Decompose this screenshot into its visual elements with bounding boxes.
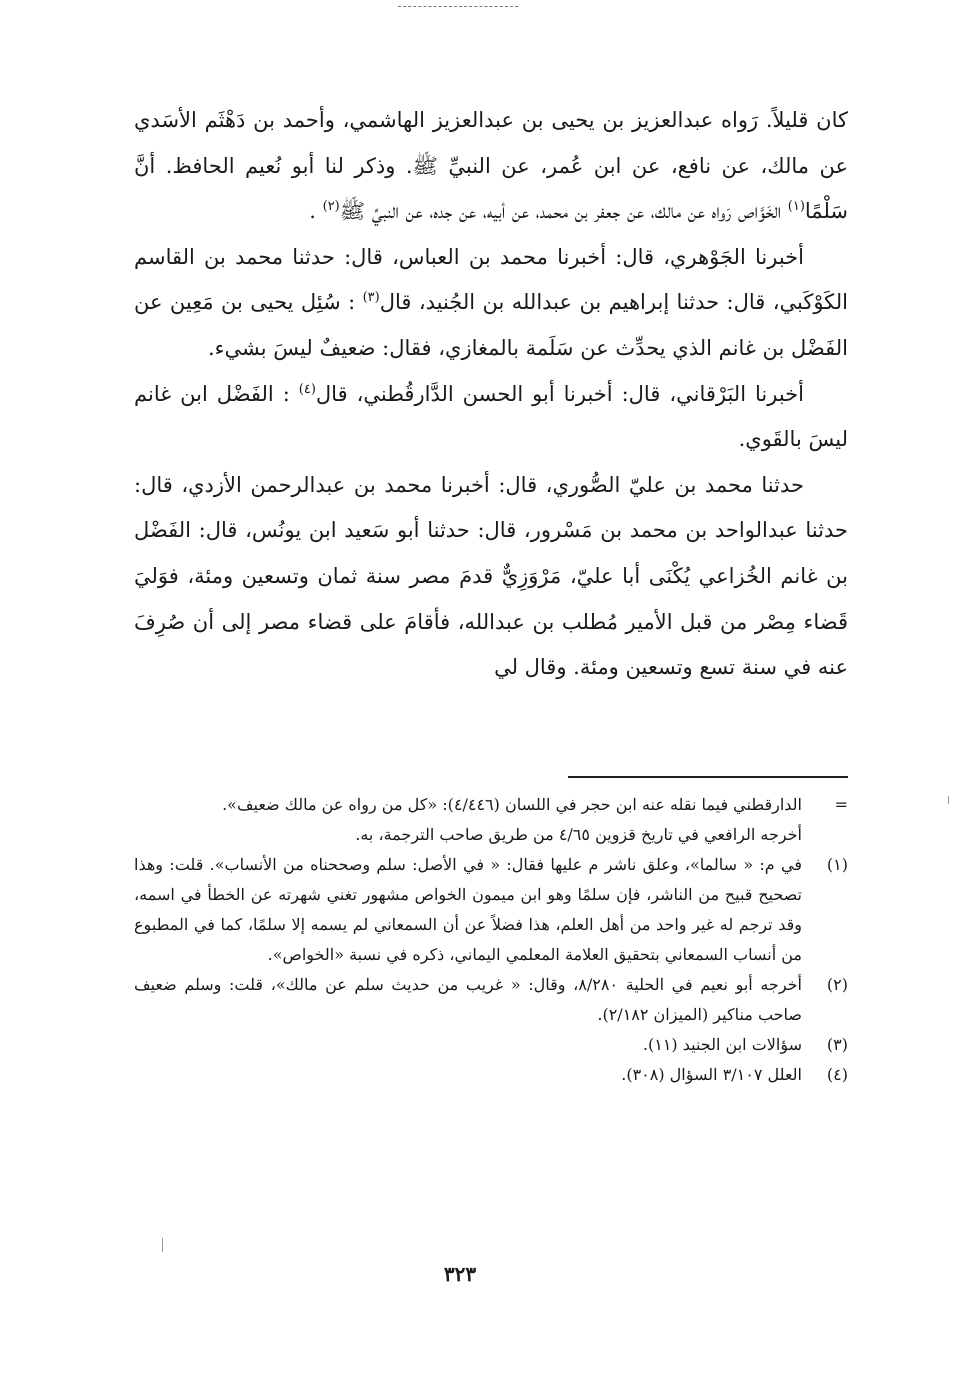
page-number: ٣٢٣ [443,1262,477,1286]
footnote-number: (١) [826,855,848,874]
footnote-text: العلل ٣/١٠٧ السؤال (٣٠٨). [621,1065,802,1084]
top-rule [398,6,518,7]
footnote-number: (٢) [826,975,848,994]
footnote-number: (٤) [826,1065,848,1084]
paragraph-1-end: . [309,199,323,224]
scan-speck [948,796,949,804]
paragraph-3 [134,372,848,463]
paragraph-1-text-after: الخَوَّاص رَواه عن مالك، عن جعفر بن محمد، عن أبيه، عن جده، عن النبيِّ ﷺ [339,199,788,224]
footnote-marker: = [834,795,848,814]
footnote-ref-4: (٤) [298,381,316,397]
footnote-divider [568,776,848,778]
paragraph-1-text: كان قليلاً. رَواه عبدالعزيز بن يحيى بن عبدالعزيز الهاشمي، وأحمد بن دَهْثَم الأسَدي عن مالك، عن نافع، عن ابن عُمر، عن النبيِّ ﷺ. وذكر لنا أبو نُعيم الحافظ. أنَّ سَلْمًا [134,108,848,224]
paragraph-3-text: أخبرنا البَرْقاني، قال: أخبرنا أبو الحسن الدَّارقُطني، قال [315,381,804,406]
footnote-3 [134,1030,848,1060]
footnote-number: (٣) [826,1035,848,1054]
footnote-continued [134,790,848,820]
paragraph-2-text-after: : سُئِل يحيى بن مَعِين عن الفَضْل بن غانم الذي يحدِّث عن سَلَمة بالمغازي، فقال: ضعيفٌ ليسَ بشيء. [134,290,848,360]
footnote-text: سؤالات ابن الجنيد (١١). [642,1035,802,1054]
footnote-ref-3: (٣) [362,290,380,306]
footnote-1 [134,850,848,970]
footnote-ref-1: (١) [787,199,805,215]
paragraph-1 [134,98,848,235]
paragraph-2 [134,235,848,372]
footnote-text: أخرجه أبو نعيم في الحلية ٨/٢٨٠، وقال: « غريب من حديث سلم عن مالك»، قلت: وسلم ضعيف صاحب مناكير (الميزان ٢/١٨٢). [134,975,802,1024]
paragraph-4 [134,463,848,691]
footnotes [134,790,848,1090]
scan-speck [162,1238,163,1252]
footnote-continued-2 [134,820,848,850]
paragraph-4-text: حدثنا محمد بن عليّ الصُّوري، قال: أخبرنا محمد بن عبدالرحمن الأزدي، قال: حدثنا عبدالواحد بن محمد بن مَسْرور، قال: حدثنا أبو سَعيد ابن يونُس، قال: الفَضْل بن غانم الخُزاعي يُكْنَى أبا عليّ، مَرْوَزِيٌّ قدمَ مصر سنة ثمان وتسعين ومئة، فوَليَ قَضاء مِصْر من قبل الأمير مُطلب بن عبدالله، فأقامَ على قضاء مصر إلى أن صُرِفَ عنه في سنة تسع وتسعين ومئة. وقال لي [134,472,848,680]
paragraph-3-text-after: : الفَضْل ابن غانم ليسَ بالقَوي. [134,381,848,452]
footnote-text: أخرجه الرافعي في تاريخ قزوين ٤/٦٥ من طريق صاحب الترجمة، به. [355,825,802,844]
footnote-text: في م: « سالما»، وعلق ناشر م عليها فقال: « في الأصل: سلم وصححناه من الأنساب». قلت: وهذا تصحيح قبيح من الناشر، فإن سلمًا وهو ابن ميمون الخواص مشهور تغني شهرته عن الخطأ في اسمه، وقد ترجم له غير واحد من أهل العلم، هذا فضلاً عن أن السمعاني لم يسمه إلا سلمًا، كما في المطبوع من أنساب السمعاني بتحقيق العلامة المعلمي اليماني، ذكره في نسبة «الخواص». [134,855,802,964]
footnote-2 [134,970,848,1030]
main-text [134,98,848,691]
footnote-4 [134,1060,848,1090]
paragraph-2-text: أخبرنا الجَوْهري، قال: أخبرنا محمد بن العباس، قال: حدثنا محمد بن القاسم الكَوْكَبي، قال: حدثنا إبراهيم بن عبدالله بن الجُنيد، قال [134,244,848,315]
footnote-text: الدارقطني فيما نقله عنه ابن حجر في اللسان (٤/٤٤٦): «كل من رواه عن مالك ضعيف». [222,795,802,814]
footnote-ref-2: (٢) [322,199,340,215]
